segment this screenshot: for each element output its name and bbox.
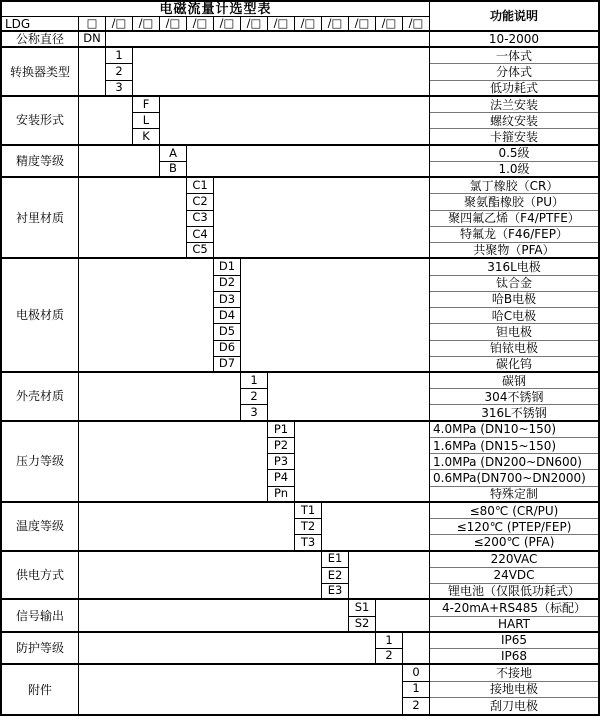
description-cell: 0.5级 xyxy=(430,146,598,162)
code-cell: D4 xyxy=(214,308,241,324)
description-cell: 法兰安装 xyxy=(430,97,598,113)
code-cell: F xyxy=(133,97,160,113)
spacer-cell xyxy=(133,48,430,97)
code-cell: D6 xyxy=(214,341,241,357)
spacer-cell xyxy=(187,146,430,178)
spacer-cell xyxy=(79,146,160,178)
code-cell: D5 xyxy=(214,324,241,340)
code-cell: P2 xyxy=(268,438,295,454)
description-cell: IP68 xyxy=(430,649,598,665)
code-cell: E2 xyxy=(322,568,349,584)
description-cell: 4.0MPa (DN10~150) xyxy=(430,422,598,438)
code-cell: T1 xyxy=(295,503,322,519)
description-cell: 钛合金 xyxy=(430,276,598,292)
model-slash-cell: /□ xyxy=(133,17,160,32)
description-cell: 锂电池（仅限低功耗式） xyxy=(430,584,598,600)
code-cell: Pn xyxy=(268,487,295,503)
code-cell: 1 xyxy=(403,682,430,698)
description-cell: 接地电极 xyxy=(430,682,598,698)
description-cell: 一体式 xyxy=(430,48,598,64)
category-label: 衬里材质 xyxy=(2,178,79,259)
code-cell: D1 xyxy=(214,259,241,275)
model-slash-cell: /□ xyxy=(376,17,403,32)
description-cell: 铂铱电极 xyxy=(430,341,598,357)
category-label: 转换器类型 xyxy=(2,48,79,97)
category-label: 信号输出 xyxy=(2,600,79,632)
category-label: 附件 xyxy=(2,665,79,714)
description-cell: 哈B电极 xyxy=(430,292,598,308)
code-cell: P4 xyxy=(268,470,295,486)
code-cell: B xyxy=(160,162,187,178)
description-cell: 分体式 xyxy=(430,64,598,80)
model-slash-cell: /□ xyxy=(214,17,241,32)
code-cell: 1 xyxy=(376,633,403,649)
description-cell: 刮刀电极 xyxy=(489,698,538,713)
code-cell: E3 xyxy=(322,584,349,600)
category-label: 安装形式 xyxy=(2,97,79,146)
code-cell: C4 xyxy=(187,227,214,243)
spacer-cell xyxy=(79,259,214,373)
description-cell: 24VDC xyxy=(430,568,598,584)
code-cell: D7 xyxy=(214,357,241,373)
description-cell: 316L不锈钢 xyxy=(430,405,598,421)
spacer-cell xyxy=(79,48,106,97)
code-cell: A xyxy=(160,146,187,162)
description-cell: 316L电极 xyxy=(430,259,598,275)
category-label: 精度等级 xyxy=(2,146,79,178)
code-cell: P3 xyxy=(268,454,295,470)
category-label: 电极材质 xyxy=(2,259,79,373)
description-cell: 1.0级 xyxy=(430,162,598,178)
spacer-cell xyxy=(79,503,295,552)
model-slash-cell: /□ xyxy=(322,17,349,32)
spacer-cell xyxy=(79,665,403,714)
code-cell: S2 xyxy=(349,617,376,633)
code-cell: T3 xyxy=(295,535,322,551)
category-label: 外壳材质 xyxy=(2,373,79,422)
table-title: 电磁流量计选型表 xyxy=(2,2,430,17)
spacer-cell xyxy=(160,97,430,146)
description-cell: 4-20mA+RS485（标配） xyxy=(430,600,598,616)
description-cell: 哈C电极 xyxy=(430,308,598,324)
code-cell: 2 xyxy=(106,64,133,80)
spacer-cell xyxy=(268,373,430,422)
description-cell: 不接地 xyxy=(430,665,598,681)
code-cell: C5 xyxy=(187,243,214,259)
description-cell: 碳化钨 xyxy=(430,357,598,373)
spacer-cell xyxy=(79,552,322,601)
description-cell: ≤80℃ (CR/PU) xyxy=(430,503,598,519)
code-cell: L xyxy=(133,113,160,129)
code-cell: 1 xyxy=(106,48,133,64)
category-label: 公称直径 xyxy=(2,32,79,48)
category-label: 温度等级 xyxy=(2,503,79,552)
description-cell: 碳钢 xyxy=(430,373,598,389)
function-column-header: 功能说明 xyxy=(430,2,598,32)
code-cell: E1 xyxy=(322,552,349,568)
model-slash-cell: /□ xyxy=(106,17,133,32)
category-label: 压力等级 xyxy=(2,422,79,503)
code-cell: C1 xyxy=(187,178,214,194)
code-cell: 3 xyxy=(241,405,268,421)
category-label: 供电方式 xyxy=(2,552,79,601)
code-cell: P1 xyxy=(268,422,295,438)
spacer-cell xyxy=(214,178,430,259)
description-cell: 特氟龙（F46/FEP） xyxy=(430,227,598,243)
spacer-cell xyxy=(403,633,430,665)
description-cell: 卡箍安装 xyxy=(430,129,598,145)
model-slash-cell: /□ xyxy=(160,17,187,32)
description-cell: 1.6MPa (DN15~150) xyxy=(430,438,598,454)
model-slash-cell: /□ xyxy=(268,17,295,32)
model-slash-cell: /□ xyxy=(241,17,268,32)
spacer-cell xyxy=(295,422,430,503)
model-slash-cell: /□ xyxy=(295,17,322,32)
spacer-cell xyxy=(349,552,430,601)
description-cell: 低功耗式 xyxy=(430,81,598,97)
spacer-cell xyxy=(79,422,268,503)
code-cell: 2 xyxy=(241,389,268,405)
model-slash-cell: /□ xyxy=(349,17,376,32)
code-cell: S1 xyxy=(349,600,376,616)
code-cell: 0 xyxy=(403,665,430,681)
description-cell: 10-2000 xyxy=(430,32,598,48)
code-cell: T2 xyxy=(295,519,322,535)
spacer-cell xyxy=(376,600,430,632)
description-cell: IP65 xyxy=(430,633,598,649)
description-cell: 0.6MPa(DN700~DN2000) xyxy=(430,470,598,486)
description-cell: 共聚物（PFA） xyxy=(430,243,598,259)
spacer-cell xyxy=(79,600,349,632)
model-prefix-cell: LDG xyxy=(2,17,79,32)
category-label: 防护等级 xyxy=(2,633,79,665)
description-cell: ≤120℃ (PTEP/FEP) xyxy=(430,519,598,535)
model-box-cell: □ xyxy=(79,17,106,32)
description-cell: 氯丁橡胶（CR） xyxy=(430,178,598,194)
code-cell: D2 xyxy=(214,276,241,292)
code-cell: C3 xyxy=(187,211,214,227)
description-cell: 聚氨酯橡胶（PU） xyxy=(430,194,598,210)
code-cell: K xyxy=(133,129,160,145)
spacer-cell xyxy=(79,178,187,259)
spacer-cell xyxy=(241,259,430,373)
model-slash-cell: /□ xyxy=(403,17,430,32)
code-cell: 2 xyxy=(376,649,403,665)
description-cell: HART xyxy=(430,617,598,633)
spacer-cell xyxy=(79,97,133,146)
code-cell: 2 xyxy=(403,698,430,714)
code-cell: D3 xyxy=(214,292,241,308)
description-cell: 304不锈钢 xyxy=(430,389,598,405)
description-cell: 钽电极 xyxy=(430,324,598,340)
model-slash-cell: /□ xyxy=(187,17,214,32)
code-cell: C2 xyxy=(187,194,214,210)
spacer-cell xyxy=(106,32,430,48)
description-cell: 1.0MPa (DN200~DN600) xyxy=(430,454,598,470)
code-cell: DN xyxy=(79,32,106,48)
description-cell: 特殊定制 xyxy=(430,487,598,503)
description-cell: ≤200℃ (PFA) xyxy=(430,535,598,551)
description-cell: 220VAC xyxy=(430,552,598,568)
spacer-cell xyxy=(79,633,376,665)
code-cell: 3 xyxy=(106,81,133,97)
description-cell: 聚四氟乙烯（F4/PTFE） xyxy=(430,211,598,227)
description-cell: 螺纹安装 xyxy=(430,113,598,129)
spacer-cell xyxy=(79,373,241,422)
spacer-cell xyxy=(322,503,430,552)
code-cell: 1 xyxy=(241,373,268,389)
